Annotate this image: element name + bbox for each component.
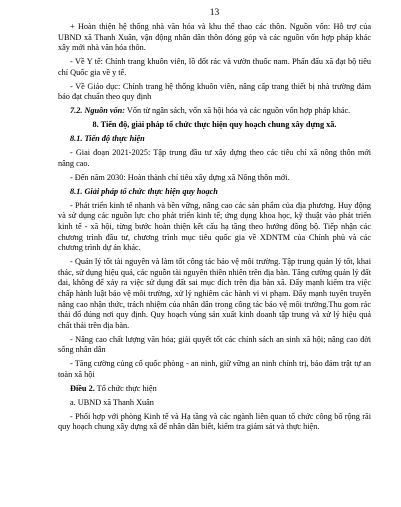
funding-text: Vốn từ ngân sách, vốn xã hội hóa và các nguồn vốn hợp pháp khác. bbox=[125, 106, 351, 116]
paragraph-culture: + Hoàn thiện hệ thống nhà văn hóa và khu thể thao các thôn. Nguồn vốn: Hỗ trợ của UBND xã Thanh Xuân, vận động nhân dân thôn đóng góp và các nguồn vốn hợp pháp khác xây mới nhà văn hóa thôn. bbox=[58, 22, 371, 53]
paragraph-article-2 bbox=[58, 384, 371, 395]
subheading-8-1-progress: 8.1. Tiến độ thực hiện bbox=[70, 134, 145, 144]
article-2-text: Tổ chức thực hiện bbox=[94, 383, 157, 393]
funding-lead: 7.2. Nguồn vốn: bbox=[70, 106, 126, 116]
paragraph-phase-2021-2025: - Giai đoạn 2021-2025: Tập trung đầu tư xây dựng theo các tiêu chí xã nông thôn mới nâng cao. bbox=[58, 148, 371, 168]
paragraph-phase-2030: - Đến năm 2030: Hoàn thành chỉ tiêu xây dựng xã Nông thôn mới. bbox=[70, 172, 290, 182]
paragraph-coordination: - Phối hợp với phòng Kinh tế và Hạ tầng và các ngành liên quan tổ chức công bố rộng rãi quy hoạch chung xây dựng xã để nhân dân biết, kiểm tra giám sát và thực hiện. bbox=[58, 411, 371, 432]
paragraph-culture-quality: - Nâng cao chất lượng văn hóa; giải quyết tốt các chính sách an sinh xã hội; nâng cao đời sống nhân dân bbox=[58, 334, 371, 355]
paragraph-defense: - Tăng cường củng cố quốc phòng - an ninh, giữ vững an ninh chính trị, bảo đảm trật tự an toàn xã hội bbox=[58, 359, 371, 379]
paragraph-health: - Về Y tế: Chỉnh trang khuôn viên, lồ đốt rác và vườn thuốc nam. Phấn đấu xã đạt bộ tiêu chí Quốc gia về y tế. bbox=[58, 57, 371, 77]
paragraph-environment: - Quản lý tốt tài nguyên và làm tốt công tác bảo vệ môi trường. Tập trung quản lý tốt, khai thác, sử dụng hiệu quả, các nguồn tài nguyên thiên nhiên trên địa bàn. Tăng cường quản lý đất đai, không để xảy ra việc sử dụng đất sai mục đích trên địa bàn xã. Đẩy mạnh kiểm tra việc chấp hành luật bảo vệ môi trường, xử lý nghiêm các hành vi vi phạm. Đẩy mạnh tuyên truyền nâng cao nhận thức, trách nhiệm của nhân dân trong công tác bảo vệ môi trường.Thu gom rác thải đổ đúng nơi quy định. Quy hoạch vùng sản xuất kinh doanh tập trung và xử lý hiệu quả chất thải trên địa bàn. bbox=[58, 257, 371, 330]
subheading-8-1-solutions: 8.1. Giải pháp tổ chức thực hiện quy hoạch bbox=[70, 186, 218, 196]
paragraph-economy: - Phát triển kinh tế nhanh và bền vững, nâng cao các sản phẩm của địa phương. Huy động và sử dụng các nguồn lực cho phát triển kinh tế; ứng dụng khoa học, kỹ thuật vào phát triển kinh tế - xã hội, từng bước hoàn thiện kết cấu hạ tầng theo hướng đồng bộ. Tiếp nhận các chương trình đầu tư, chương trình mục tiêu quốc gia về XDNTM của Chính phủ và các chương trình dự án khác. bbox=[58, 200, 371, 253]
article-2-lead: Điều 2. bbox=[70, 383, 95, 393]
page-number: 13 bbox=[209, 8, 220, 18]
section-heading-8: 8. Tiến độ, giải pháp tổ chức thực hiện quy hoạch chung xây dựng xã. bbox=[92, 120, 337, 130]
paragraph-funding bbox=[58, 106, 371, 117]
paragraph-education: - Về Giáo dục: Chỉnh trang hệ thống khuôn viên, nâng cấp trang thiết bị nhà trường đảm bảo đạt chuẩn theo quy định bbox=[58, 81, 371, 102]
paragraph-ubnd: a. UBND xã Thanh Xuân bbox=[70, 397, 154, 407]
